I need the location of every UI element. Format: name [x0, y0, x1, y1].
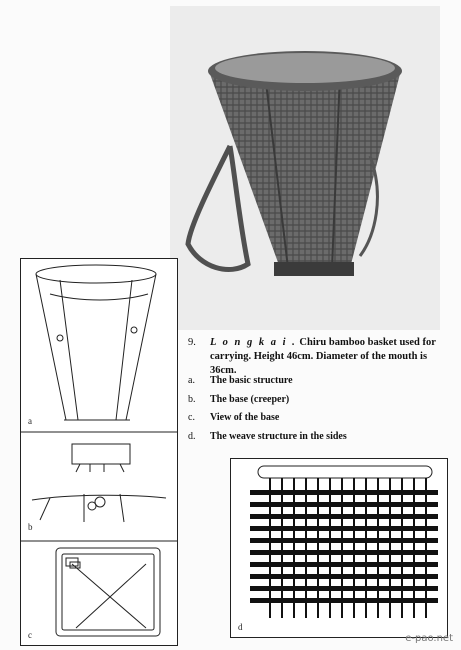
figure-caption: [188, 336, 450, 378]
drawing-weave-structure: [230, 458, 448, 638]
legend-item: b. The base (creeper): [188, 393, 290, 405]
basket-line-drawings: [20, 258, 178, 646]
basket-photo: [170, 6, 440, 330]
drawing-label-a: a: [28, 416, 32, 426]
watermark: e-pao.net: [405, 633, 453, 644]
drawing-label-d: d: [238, 622, 243, 632]
legend-item: d. The weave structure in the sides: [188, 430, 347, 442]
basket-description: Chiru bamboo basket used for carrying. Height 46cm. Diameter of the mouth is 36cm.: [210, 337, 436, 376]
panel-legend: [188, 375, 450, 449]
basket-illustration: [170, 6, 440, 330]
drawing-label-c: c: [28, 630, 32, 640]
figure-number: 9.: [188, 337, 196, 348]
legend-item: c. View of the base: [188, 412, 280, 423]
drawing-label-b: b: [28, 522, 33, 532]
legend-item: a. The basic structure: [188, 375, 293, 386]
basket-name: L o n g k a i .: [210, 337, 297, 348]
